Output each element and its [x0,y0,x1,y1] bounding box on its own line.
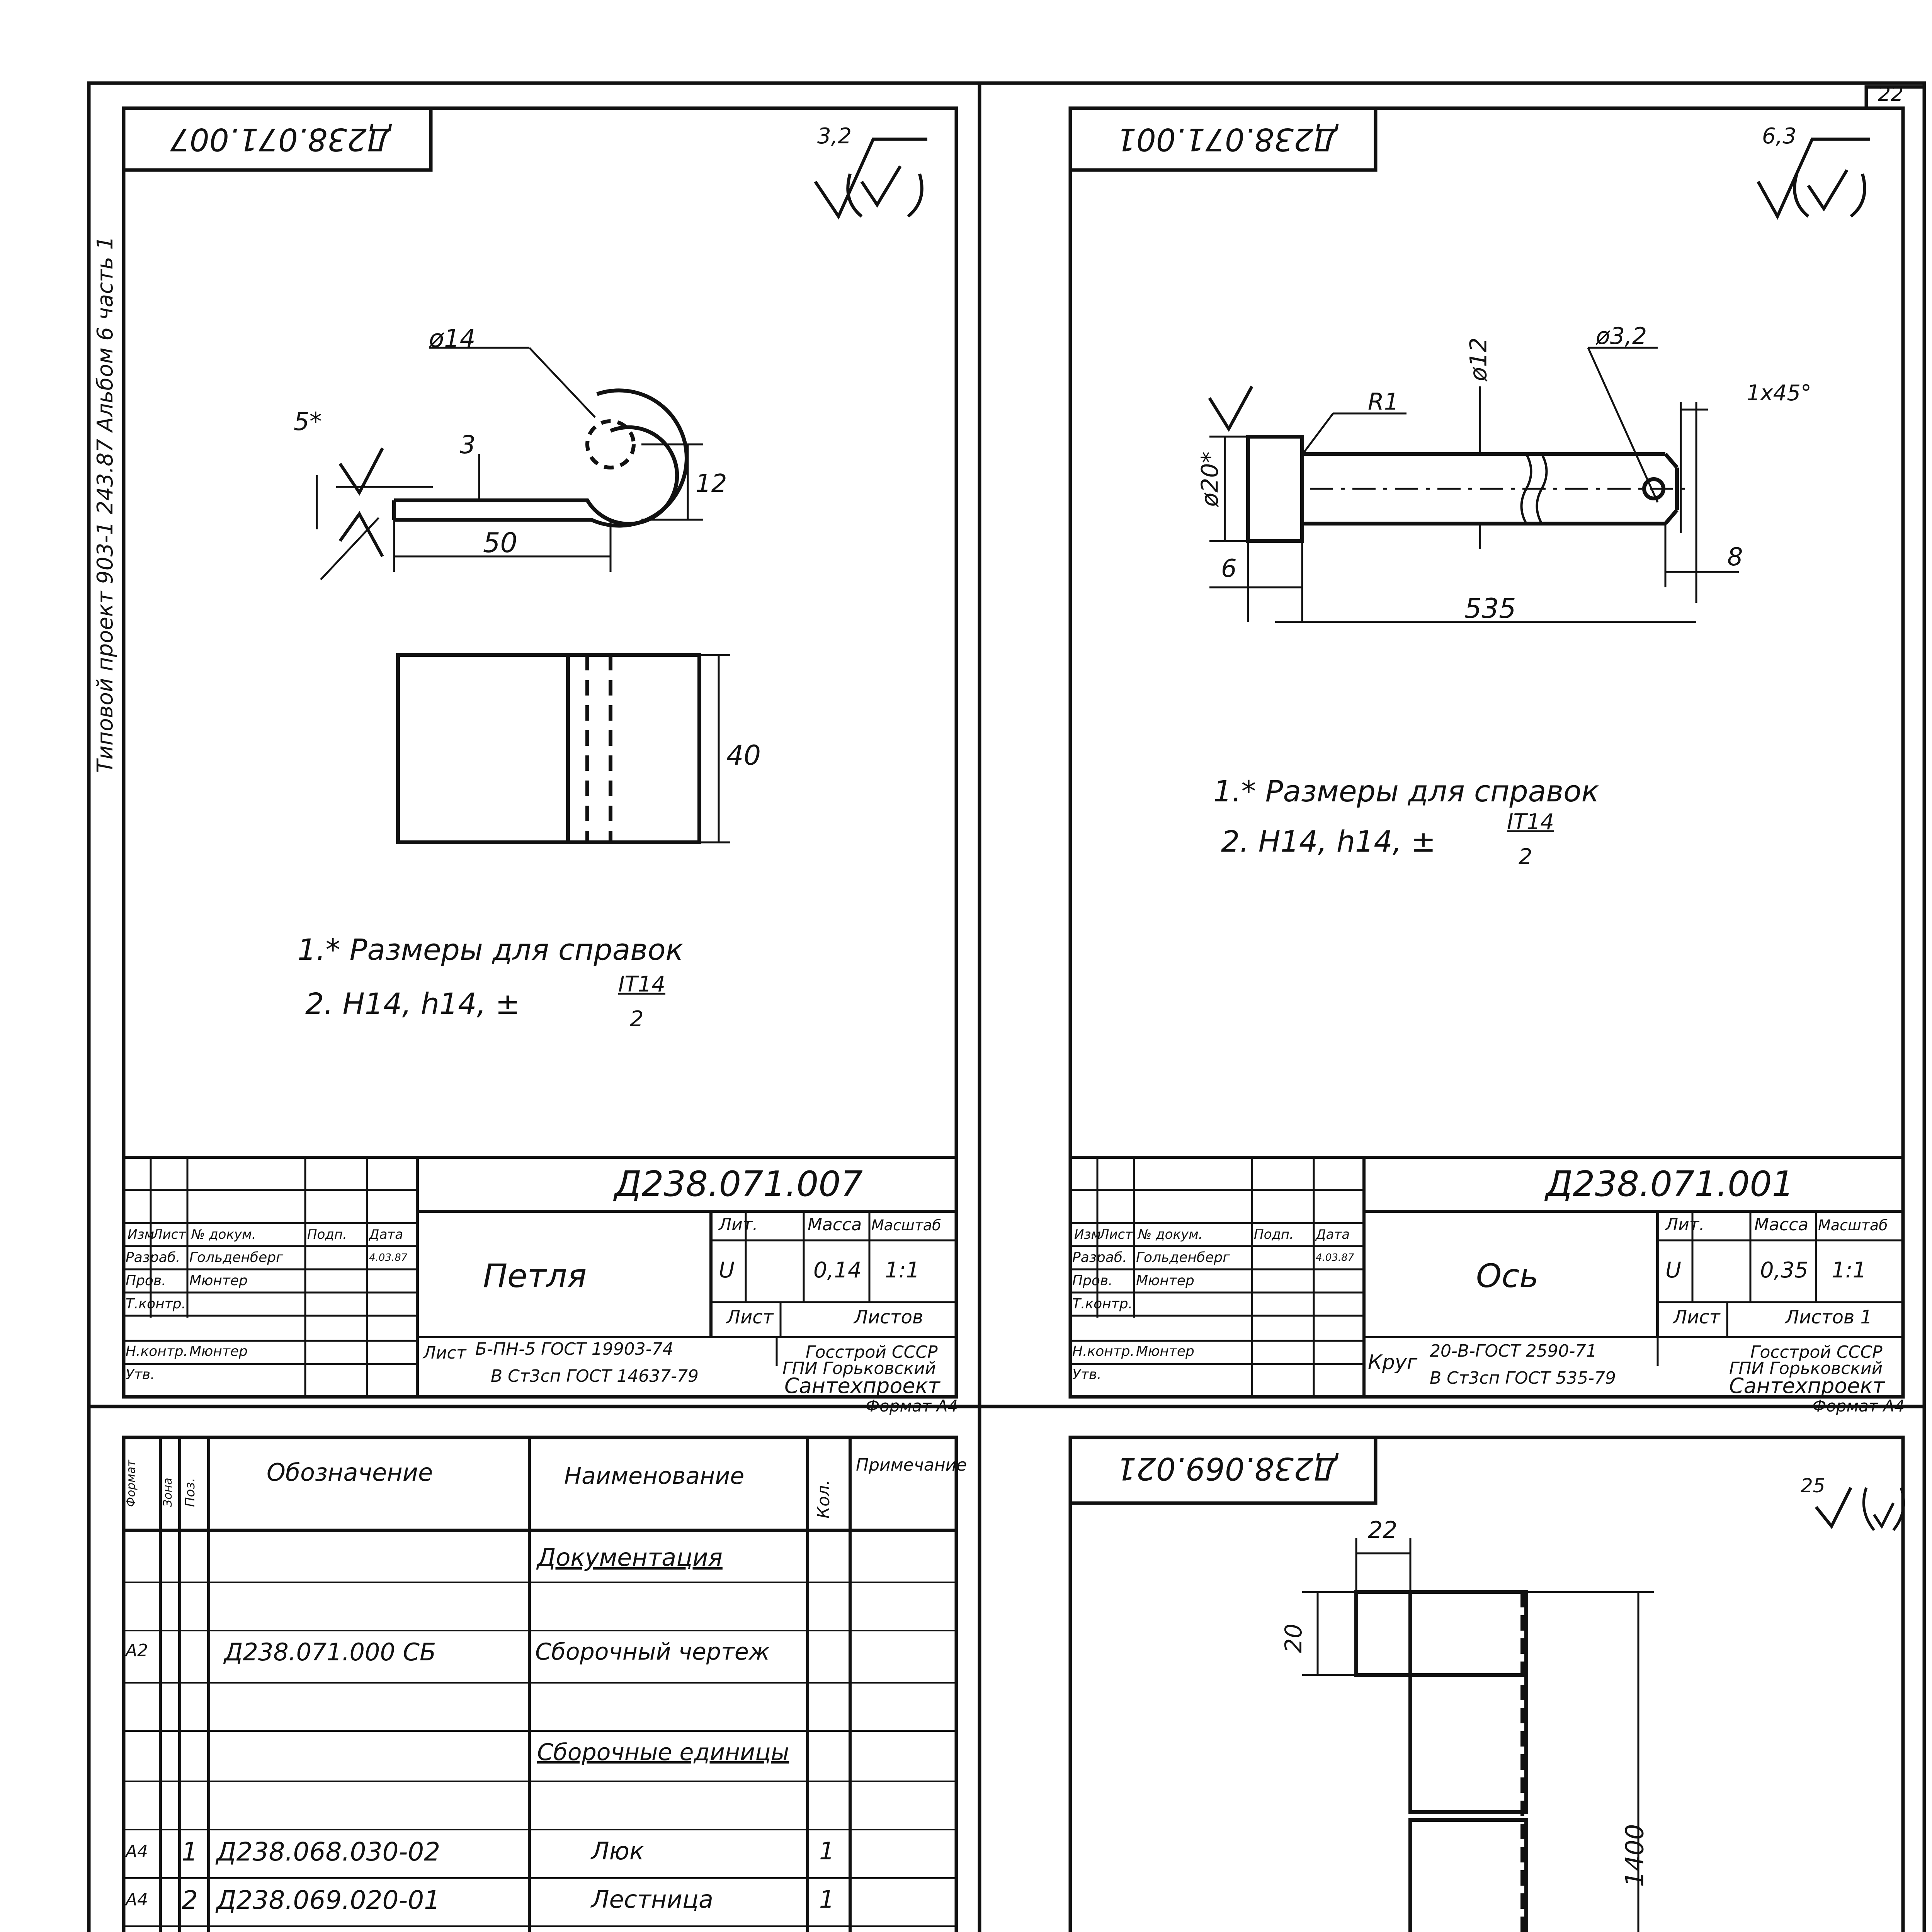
loop-org1: Госстрой СССР [806,1342,938,1362]
loop-h-izm: Изм [128,1227,155,1242]
axis-org1: Госстрой СССР [1750,1342,1883,1362]
loop-h-list: Лист [153,1227,186,1242]
loop-roughness: 3,2 [817,124,852,149]
loop-lit-label: Лит. [719,1215,758,1235]
axis-r-nkontr-name: Мюнтер [1136,1344,1194,1359]
cover-corner-code: Д238.069.021 [1117,1451,1338,1486]
spec-h-format: Формат [124,1460,138,1507]
axis-org2: ГПИ Горьковский [1729,1359,1883,1378]
cover-dim-22top: 22 [1368,1517,1398,1544]
axis-dim-6: 6 [1221,554,1237,583]
axis-r-utv: Утв. [1072,1367,1102,1383]
axis-h-list: Лист [1099,1227,1133,1242]
axis-r-razrab: Разраб. [1072,1250,1127,1265]
spec-h-note: Примечание [856,1455,967,1475]
loop-mass-label: Масса [808,1215,862,1235]
spec-row4-qty: 1 [819,1885,835,1913]
spec-h-code: Обозначение [267,1458,433,1486]
loop-r-razrab: Разраб. [126,1250,180,1265]
axis-lit-value: U [1665,1258,1681,1283]
axis-h-date: Дата [1316,1227,1350,1242]
cover-dim-20a: 20 [1280,1623,1308,1653]
loop-r-prov: Пров. [126,1273,166,1289]
cover-roughness: 25 [1801,1475,1825,1497]
spec-row3-fmt: А4 [126,1842,148,1861]
axis-roughness: 6,3 [1762,124,1797,149]
loop-material-top: Б-ПН-5 ГОСТ 19903-74 [475,1339,673,1359]
axis-mass-label: Масса [1754,1215,1809,1235]
spec-row3-code: Д238.068.030-02 [216,1837,440,1867]
page-number: 22 [1878,83,1904,106]
loop-r-prov-name: Мюнтер [189,1273,248,1289]
loop-dim-5: 5* [294,408,322,436]
loop-r-nkontr-name: Мюнтер [189,1344,248,1359]
axis-dim-535: 535 [1464,593,1516,624]
axis-material-prefix: Круг [1368,1351,1418,1374]
loop-sheet-label: Лист [726,1306,774,1328]
spec-row1-name: Сборочный чертеж [535,1638,770,1665]
axis-r-prov: Пров. [1072,1273,1113,1289]
axis-r-tkontr: Т.контр. [1072,1296,1133,1312]
loop-corner-code: Д238.071.007 [170,121,391,157]
axis-r-prov-name: Мюнтер [1136,1273,1194,1289]
axis-mass: 0,35 [1760,1258,1808,1283]
spec-row1-code: Д238.071.000 СБ [224,1638,436,1666]
loop-dim-d14: ø14 [429,325,476,353]
loop-note-den: 2 [630,1007,644,1032]
frame-cover [1070,1437,1903,1932]
loop-note-it14: IT14 [618,972,665,997]
axis-r-razrab-date: 4.03.87 [1316,1252,1354,1264]
loop-dim-3: 3 [460,431,476,459]
loop-dim-50: 50 [483,527,518,559]
axis-note-den: 2 [1519,844,1532,869]
loop-material-bottom: В Ст3сп ГОСТ 14637-79 [491,1366,699,1386]
spec-row4-code: Д238.069.020-01 [216,1885,440,1915]
axis-sheets-label: Листов 1 [1785,1306,1872,1328]
axis-note-2: 2. H14, h14, ± [1221,824,1436,859]
spec-h-name: Наименование [564,1463,745,1490]
loop-h-sign: Подп. [307,1227,347,1242]
loop-r-razrab-date: 4.03.87 [369,1252,408,1264]
cover-drawing [1140,1488,1904,1932]
spec-section-docs: Документация [537,1543,723,1571]
spec-row4-pos: 2 [182,1885,198,1915]
axis-org3: Сантехпроект [1729,1374,1885,1398]
axis-format: Формат А4 [1812,1396,1905,1415]
axis-dim-d32: ø3,2 [1596,323,1647,350]
axis-h-sign: Подп. [1254,1227,1294,1242]
loop-note-1: 1.* Размеры для справок [298,932,684,967]
loop-r-nkontr: Н.контр. [126,1344,188,1359]
loop-title-name: Петля [483,1257,587,1295]
loop-sheets-label: Листов [854,1306,923,1328]
axis-material-top: 20-В-ГОСТ 2590-71 [1430,1341,1597,1361]
axis-dim-chamfer: 1x45° [1747,381,1812,406]
axis-note-1: 1.* Размеры для справок [1213,774,1599,808]
axis-dim-d12: ø12 [1465,337,1492,381]
spec-row3-qty: 1 [819,1837,835,1865]
spec-row3-pos: 1 [182,1837,198,1867]
loop-r-razrab-name: Гольденберг [189,1250,283,1265]
loop-scale-label: Масштаб [871,1217,941,1234]
loop-org2: ГПИ Горьковский [782,1359,936,1378]
loop-title-code: Д238.071.007 [614,1164,863,1204]
axis-r-nkontr: Н.контр. [1072,1344,1135,1359]
axis-sheet-label: Лист [1673,1306,1720,1328]
axis-title-code: Д238.071.001 [1546,1164,1794,1204]
spec-row4-fmt: А4 [126,1890,148,1910]
loop-scale: 1:1 [885,1258,920,1283]
loop-drawing [317,139,927,842]
loop-h-doc: № докум. [191,1227,256,1242]
loop-mass: 0,14 [813,1258,862,1283]
axis-h-doc: № докум. [1138,1227,1203,1242]
loop-note-2: 2. H14, h14, ± [305,986,520,1021]
spec-h-pos: Поз. [182,1478,198,1507]
spec-h-qty: Кол. [814,1480,833,1519]
axis-scale: 1:1 [1832,1258,1867,1283]
spec-h-zone: Зона [161,1478,175,1507]
axis-material-bottom: В Ст3сп ГОСТ 535-79 [1430,1368,1616,1388]
axis-r-razrab-name: Гольденберг [1136,1250,1230,1265]
loop-r-utv: Утв. [126,1367,155,1383]
axis-lit-label: Лит. [1665,1215,1705,1235]
axis-title-name: Ось [1476,1257,1539,1295]
loop-dim-12: 12 [696,469,727,498]
loop-material-prefix: Лист [423,1343,466,1363]
loop-h-date: Дата [369,1227,403,1242]
axis-corner-code: Д238.071.001 [1117,121,1338,157]
axis-note-it14: IT14 [1507,810,1554,835]
axis-scale-label: Масштаб [1818,1217,1888,1234]
loop-dim-40: 40 [726,740,761,771]
loop-format: Формат А4 [866,1396,958,1415]
loop-lit-value: U [719,1258,735,1283]
axis-h-izm: Изм [1074,1227,1101,1242]
side-stamp: Типовой проект 903-1 243.87 Альбом 6 часть 1 [93,236,118,773]
loop-r-tkontr: Т.контр. [126,1296,186,1312]
axis-dim-r1: R1 [1368,388,1399,415]
cover-dim-1400: 1400 [1621,1824,1650,1887]
spec-row4-name: Лестница [591,1885,713,1913]
axis-dim-8: 8 [1727,543,1743,571]
axis-dim-d20: ø20* [1196,451,1224,507]
loop-org3: Сантехпроект [784,1374,940,1398]
spec-row1-fmt: А2 [126,1641,148,1660]
spec-row3-name: Люк [591,1837,644,1865]
spec-section-units: Сборочные единицы [537,1739,789,1766]
